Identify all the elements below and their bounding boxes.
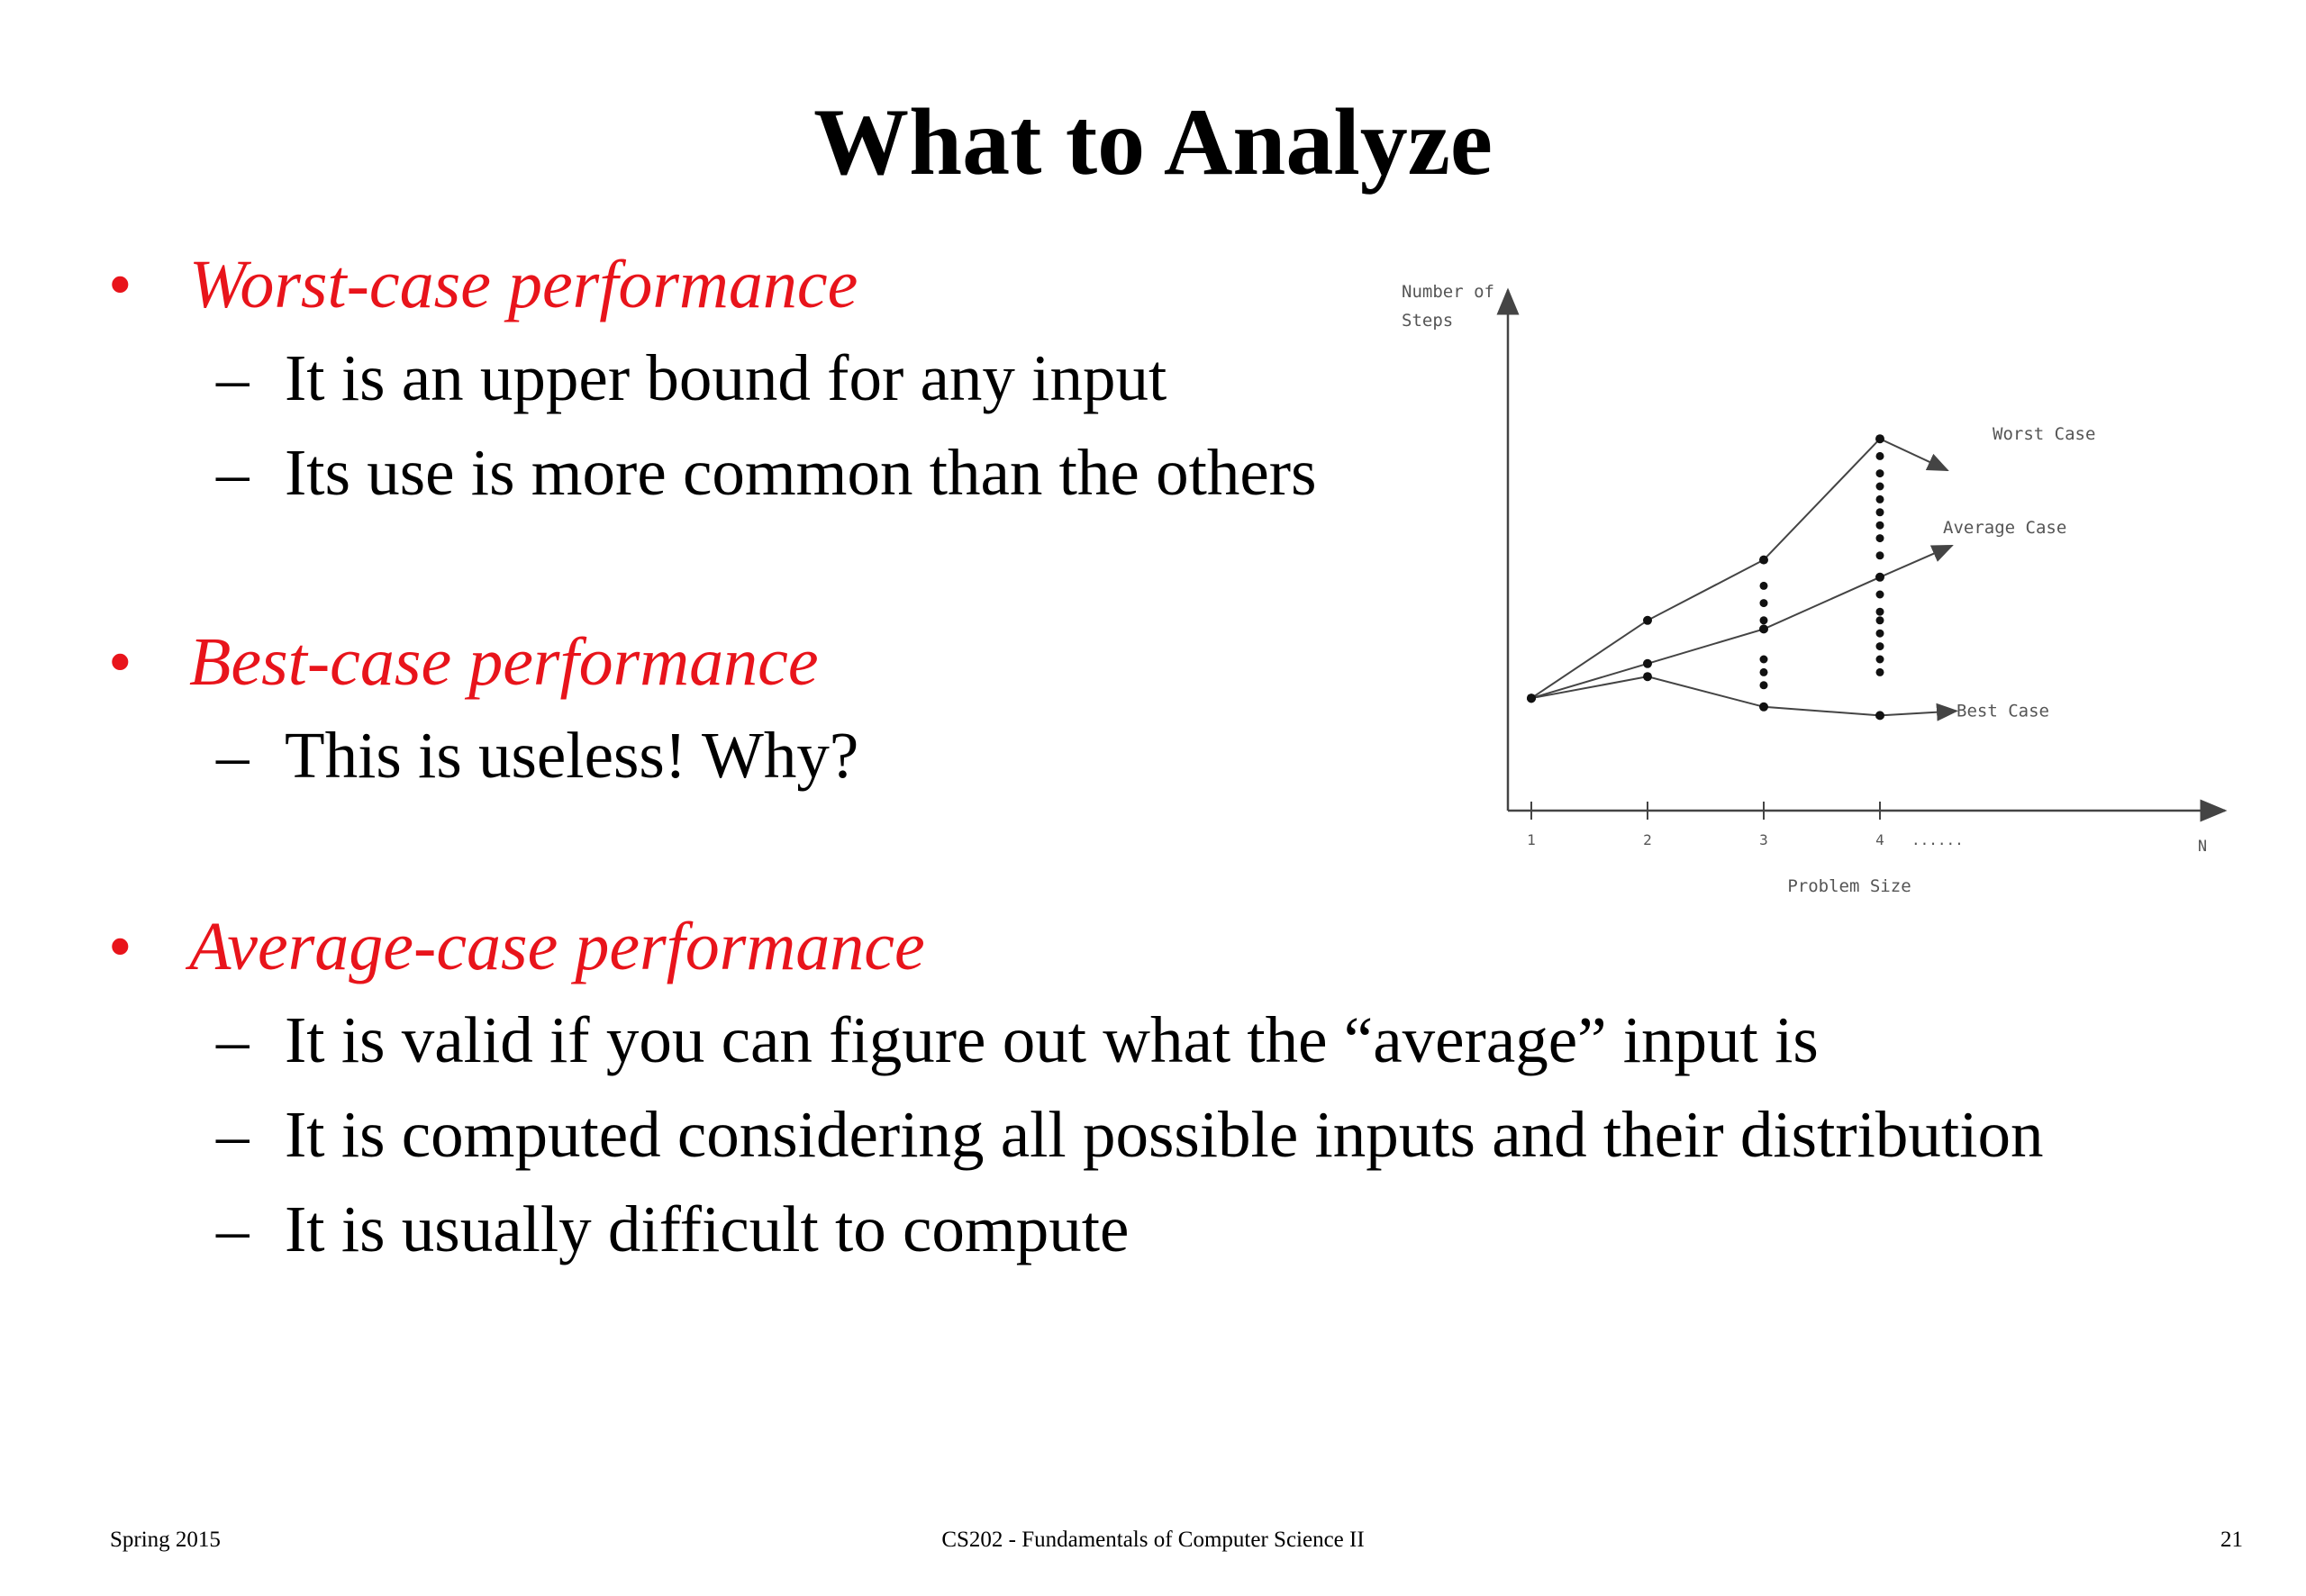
sub-dash: – [216, 1098, 250, 1171]
sub-dash: – [216, 436, 250, 509]
sub-item [216, 436, 1317, 509]
series-label: Worst Case [1993, 424, 2096, 445]
spread-dot [1876, 608, 1884, 616]
x-end-label: N [2197, 838, 2208, 856]
series-point [1643, 672, 1652, 681]
series-label: Best Case [1956, 701, 2049, 721]
spread-dot [1876, 712, 1884, 720]
spread-dot [1876, 573, 1884, 581]
x-tick-label: 4 [1875, 831, 1884, 848]
series-label: Average Case [1943, 517, 2067, 538]
spread-dot [1876, 591, 1884, 599]
bullet-heading: Best-case performance [189, 624, 819, 700]
series-point [1643, 616, 1652, 625]
spread-dot [1760, 616, 1768, 624]
sub-item-text: This is useless! Why? [285, 719, 859, 792]
spread-dot [1876, 551, 1884, 559]
bullet-average-case [108, 909, 925, 984]
y-axis-label: Steps [1402, 311, 1454, 331]
spread-dot [1876, 469, 1884, 477]
series-point [1759, 624, 1768, 633]
sub-item [216, 1098, 2044, 1171]
spread-dot [1876, 642, 1884, 650]
spread-dot [1876, 452, 1884, 460]
sub-dash: – [216, 1003, 250, 1076]
spread-dot [1876, 630, 1884, 638]
sub-dash: – [216, 1192, 250, 1265]
series-line [1531, 546, 1952, 698]
spread-dot [1876, 495, 1884, 503]
x-tick-label: 1 [1527, 831, 1536, 848]
chart-lines [1531, 439, 1956, 715]
spread-dot [1876, 668, 1884, 676]
bullet-heading: Worst-case performance [189, 247, 858, 322]
sub-dash: – [216, 719, 250, 792]
spread-dot [1876, 656, 1884, 664]
chart-axes [1508, 290, 2225, 820]
sub-item-text: It is an upper bound for any input [285, 341, 1167, 414]
footer-left: Spring 2015 [110, 1528, 221, 1552]
bullet-heading: Average-case performance [189, 909, 925, 984]
spread-dot [1876, 521, 1884, 530]
x-axis-label: Problem Size [1787, 876, 1911, 896]
bullet-dot: • [108, 909, 132, 984]
sub-item-text: Its use is more common than the others [285, 436, 1317, 509]
bullet-worst-case [108, 247, 858, 322]
sub-item [216, 719, 859, 792]
spread-dot [1876, 534, 1884, 542]
spread-dot [1760, 681, 1768, 689]
series-point [1527, 694, 1536, 703]
x-ellipsis: ...... [1911, 831, 1964, 848]
performance-chart [1387, 270, 2243, 910]
spread-dot [1760, 703, 1768, 711]
footer-page-number: 21 [2220, 1528, 2243, 1552]
bullet-dot: • [108, 247, 132, 322]
spread-dot [1760, 582, 1768, 590]
slide-title: What to Analyze [813, 89, 1493, 195]
footer-center: CS202 - Fundamentals of Computer Science II [941, 1528, 1365, 1552]
sub-item-text: It is computed considering all possible inputs and their distribution [285, 1098, 2044, 1171]
series-line [1531, 676, 1956, 715]
sub-item [216, 1003, 1819, 1076]
series-point [1643, 659, 1652, 668]
spread-dot [1760, 556, 1768, 564]
bullet-best-case [108, 624, 819, 700]
sub-dash: – [216, 341, 250, 414]
chart-dots [1527, 434, 1884, 720]
sub-item-text: It is usually difficult to compute [285, 1192, 1130, 1265]
spread-dot [1760, 656, 1768, 664]
spread-dot [1760, 599, 1768, 607]
sub-item-text: It is valid if you can figure out what the “average” input is [285, 1003, 1819, 1076]
x-tick-label: 3 [1759, 831, 1768, 848]
spread-dot [1876, 483, 1884, 491]
chart-labels [1402, 282, 2207, 896]
spread-dot [1876, 435, 1884, 443]
series-line [1531, 439, 1947, 698]
bullet-dot: • [108, 624, 132, 700]
spread-dot [1876, 616, 1884, 624]
spread-dot [1876, 508, 1884, 516]
x-tick-label: 2 [1643, 831, 1652, 848]
sub-item [216, 1192, 1130, 1265]
y-axis-label: Number of [1402, 282, 1494, 302]
sub-item [216, 341, 1167, 414]
spread-dot [1760, 668, 1768, 676]
